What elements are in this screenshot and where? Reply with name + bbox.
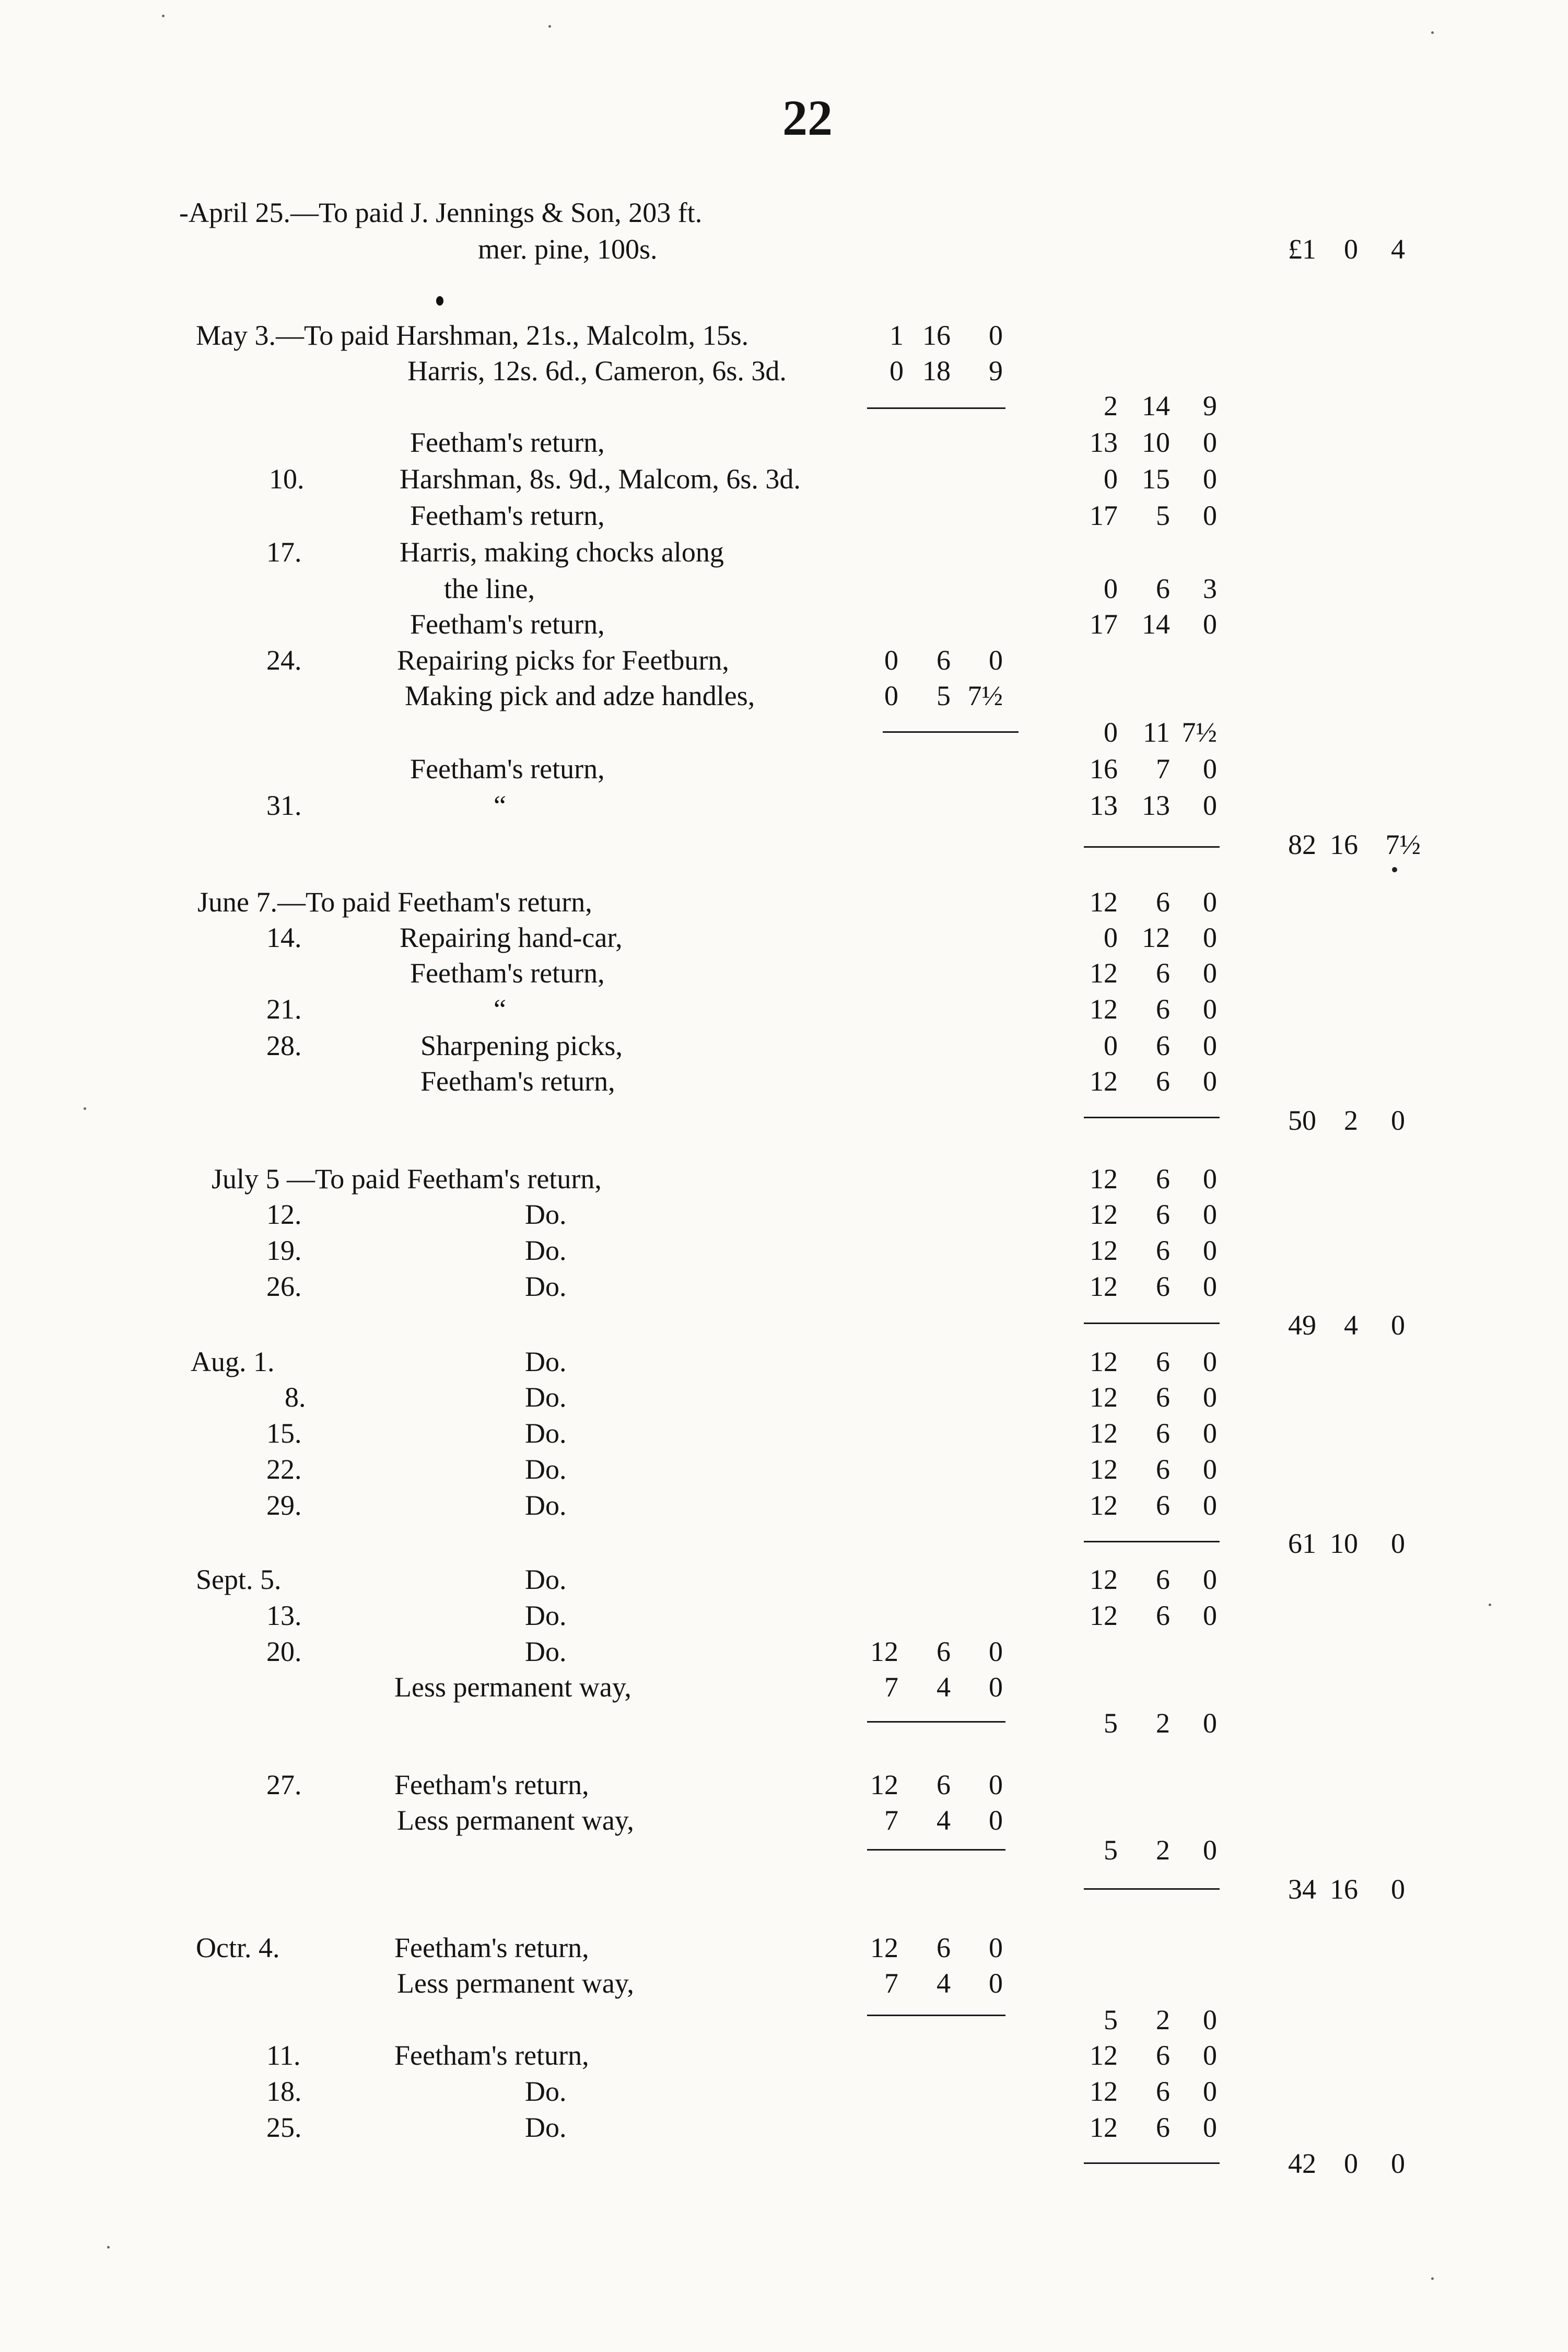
sub-pence: 0 [989,1932,1003,1963]
sub-pence: 0 [989,1671,1003,1703]
total-pence: 4 [1391,233,1405,265]
entry-date: 27. [266,1769,302,1800]
col-pence: 0 [1203,1163,1217,1195]
col-pence: 0 [1203,2076,1217,2107]
sub-pence: 0 [989,320,1003,351]
entry-desc: mer. pine, 100s. [478,233,658,265]
col-pence: 0 [1203,1600,1217,1631]
col-shillings: 5 [1156,500,1170,531]
total-shillings: 2 [1344,1105,1358,1136]
entry-desc: Feetham's return, [420,1066,615,1097]
sub-shillings: 16 [922,320,951,351]
total-shillings: 0 [1344,2148,1358,2179]
sub-pounds: 7 [884,1805,898,1836]
col-pounds: 12 [1090,993,1118,1025]
ditto-text: Do. [525,1235,567,1266]
page-number: 22 [782,90,833,146]
col-shillings: 6 [1156,886,1170,918]
sub-pence: 0 [989,645,1003,676]
sub-pence: 0 [989,1636,1003,1667]
total-shillings: 16 [1330,1874,1358,1905]
entry-desc: Sharpening picks, [420,1030,623,1061]
entry-date: 8. [285,1382,306,1413]
col-pence: 0 [1203,2040,1217,2071]
col-pounds: 12 [1090,1564,1118,1595]
entry-date-june7: June 7.—To paid Feetham's return, [197,886,592,918]
col-shillings: 6 [1156,2112,1170,2143]
sub-pence: 0 [989,1805,1003,1836]
ditto-text: Do. [525,1382,567,1413]
entry-date-sept5: Sept. 5. [196,1564,282,1595]
entry-date: 12. [266,1199,302,1230]
entry-desc: Less permanent way, [397,1968,634,1999]
col-pounds: 12 [1090,1163,1118,1195]
entry-date: 29. [266,1490,302,1521]
sub-pounds: 12 [870,1769,898,1800]
entry-desc: Feetham's return, [394,1769,589,1800]
col-pence: 0 [1203,753,1217,785]
sub-pence: 7½ [967,680,1003,711]
col-pounds: 12 [1090,1235,1118,1266]
entry-desc: Repairing hand-car, [400,922,623,953]
col-pounds: 5 [1104,2004,1118,2035]
sub-rule [867,1721,1005,1723]
col-pence: 0 [1203,1564,1217,1595]
col-shillings: 6 [1156,1271,1170,1302]
col-pence: 0 [1203,957,1217,989]
sub-shillings: 6 [937,1636,951,1667]
entry-date: 14. [266,922,302,953]
col-pounds: 12 [1090,957,1118,989]
entry-desc: Feetham's return, [410,500,605,531]
col-shillings: 14 [1142,609,1170,640]
total-rule [1084,846,1220,848]
sub-pounds: 7 [884,1968,898,1999]
col-pounds: 0 [1104,573,1118,604]
scan-speck [436,296,443,306]
entry-desc: Making pick and adze handles, [405,680,755,711]
ditto-text: Do. [525,1346,567,1377]
total-shillings: 0 [1344,233,1358,265]
entry-date: 19. [266,1235,302,1266]
col-pounds: 13 [1090,790,1118,821]
total-pence: 0 [1391,1528,1405,1559]
col-pence: 0 [1203,609,1217,640]
col-pence: 0 [1203,1834,1217,1866]
col-pence: 0 [1203,1382,1217,1413]
entry-date-aug1: Aug. 1. [191,1346,275,1377]
col-pence: 0 [1203,922,1217,953]
col-pounds: 12 [1090,2076,1118,2107]
col-shillings: 6 [1156,1418,1170,1449]
entry-date: 15. [266,1418,302,1449]
total-pounds: 42 [1288,2148,1316,2179]
col-shillings: 14 [1142,390,1170,422]
col-shillings: 2 [1156,1834,1170,1866]
entry-desc: Feetham's return, [410,753,605,785]
col-shillings: 6 [1156,1030,1170,1061]
col-pence: 7½ [1181,717,1217,748]
entry-desc: Harris, making chocks along [400,536,724,568]
col-pence: 0 [1203,1707,1217,1739]
sub-shillings: 4 [937,1968,951,1999]
col-pence: 0 [1203,790,1217,821]
col-pence: 0 [1203,1271,1217,1302]
total-pounds: 61 [1288,1528,1316,1559]
scan-speck [548,25,551,28]
sub-rule [883,731,1019,733]
col-pence: 0 [1203,463,1217,495]
sub-shillings: 6 [937,1769,951,1800]
ditto-text: Do. [525,1271,567,1302]
col-shillings: 7 [1156,753,1170,785]
sub-shillings: 6 [937,645,951,676]
scan-speck [1431,2277,1434,2280]
col-pounds: 0 [1104,463,1118,495]
col-shillings: 6 [1156,1382,1170,1413]
total-pence: 0 [1391,1309,1405,1341]
col-shillings: 11 [1143,717,1170,748]
col-pounds: 2 [1104,390,1118,422]
entry-date: 10. [269,463,305,495]
col-pence: 0 [1203,1490,1217,1521]
col-shillings: 6 [1156,1564,1170,1595]
entry-desc: Feetham's return, [394,2040,589,2071]
scan-speck [162,15,165,17]
col-pence: 0 [1203,1030,1217,1061]
sub-rule [867,2015,1005,2016]
col-pence: 0 [1203,1199,1217,1230]
col-pounds: 12 [1090,886,1118,918]
col-shillings: 6 [1156,1235,1170,1266]
sub-rule [867,407,1005,409]
total-pence: 0 [1391,2148,1405,2179]
col-shillings: 6 [1156,1163,1170,1195]
col-shillings: 10 [1142,427,1170,458]
scan-speck [107,2246,110,2249]
ditto-text: Do. [525,1636,567,1667]
entry-desc: Feetham's return, [394,1932,589,1963]
col-pounds: 13 [1090,427,1118,458]
total-shillings: 16 [1330,829,1358,860]
entry-date: 24. [266,645,302,676]
col-shillings: 6 [1156,1066,1170,1097]
ditto-text: Do. [525,1199,567,1230]
col-pence: 0 [1203,1235,1217,1266]
total-pence: 0 [1391,1874,1405,1905]
sub-pounds: 12 [870,1932,898,1963]
entry-desc: Less permanent way, [397,1805,634,1836]
entry-desc: Repairing picks for Feetburn, [397,645,729,676]
entry-desc: Feetham's return, [410,609,605,640]
entry-date-apr25: -April 25.—To paid J. Jennings & Son, 203 ft. [179,197,703,228]
col-shillings: 6 [1156,993,1170,1025]
col-pence: 3 [1203,573,1217,604]
entry-date: 28. [266,1030,302,1061]
sub-pounds: 12 [870,1636,898,1667]
ditto-text: Do. [525,1564,567,1595]
scan-speck [1392,867,1397,872]
ditto-mark: “ [494,790,506,821]
col-pounds: 0 [1104,1030,1118,1061]
col-shillings: 6 [1156,573,1170,604]
col-pence: 0 [1203,1418,1217,1449]
col-pounds: 16 [1090,753,1118,785]
col-shillings: 2 [1156,2004,1170,2035]
scan-speck [84,1107,86,1110]
col-pounds: 17 [1090,609,1118,640]
col-shillings: 6 [1156,2040,1170,2071]
total-rule [1084,1541,1220,1542]
total-pounds: 34 [1288,1874,1316,1905]
sub-pence: 0 [989,1769,1003,1800]
sub-pounds: 0 [884,645,898,676]
entry-desc: Feetham's return, [410,427,605,458]
col-shillings: 6 [1156,957,1170,989]
col-pence: 0 [1203,1454,1217,1485]
col-shillings: 2 [1156,1707,1170,1739]
col-shillings: 15 [1142,463,1170,495]
entry-date: 18. [266,2076,302,2107]
total-pence: 7½ [1385,829,1421,860]
col-pounds: 17 [1090,500,1118,531]
col-shillings: 6 [1156,1490,1170,1521]
entry-date: 13. [266,1600,302,1631]
col-shillings: 6 [1156,1199,1170,1230]
ditto-text: Do. [525,1490,567,1521]
sub-shillings: 5 [937,680,951,711]
total-pounds: 50 [1288,1105,1316,1136]
col-pounds: 12 [1090,2040,1118,2071]
entry-date-july5: July 5 —To paid Feetham's return, [212,1163,602,1195]
col-pence: 0 [1203,993,1217,1025]
ditto-text: Do. [525,1600,567,1631]
sub-shillings: 4 [937,1671,951,1703]
col-shillings: 6 [1156,1454,1170,1485]
col-pounds: 12 [1090,1454,1118,1485]
col-shillings: 13 [1142,790,1170,821]
ditto-text: Do. [525,1454,567,1485]
col-pence: 0 [1203,886,1217,918]
col-shillings: 12 [1142,922,1170,953]
col-pence: 0 [1203,1066,1217,1097]
sub-pounds: 0 [890,355,904,387]
sub-pence: 9 [989,355,1003,387]
col-shillings: 6 [1156,1600,1170,1631]
sub-shillings: 18 [922,355,951,387]
sub-shillings: 6 [937,1932,951,1963]
col-pence: 0 [1203,500,1217,531]
col-pence: 0 [1203,2004,1217,2035]
col-pounds: 5 [1104,1707,1118,1739]
col-pence: 0 [1203,1346,1217,1377]
entry-desc: the line, [444,573,535,604]
sub-pounds: 7 [884,1671,898,1703]
col-shillings: 6 [1156,1346,1170,1377]
ditto-text: Do. [525,2076,567,2107]
entry-desc: Feetham's return, [410,957,605,989]
entry-desc: Harris, 12s. 6d., Cameron, 6s. 3d. [407,355,787,387]
sub-pence: 0 [989,1968,1003,1999]
col-pounds: 12 [1090,1418,1118,1449]
total-rule [1084,1888,1220,1890]
ditto-mark: “ [494,993,506,1025]
col-pounds: 12 [1090,1066,1118,1097]
col-pounds: 12 [1090,1600,1118,1631]
entry-date: 22. [266,1454,302,1485]
entry-date: 20. [266,1636,302,1667]
total-rule [1084,1323,1220,1324]
sub-shillings: 4 [937,1805,951,1836]
entry-date: 26. [266,1271,302,1302]
entry-date: 11. [266,2040,301,2071]
entry-date: 25. [266,2112,302,2143]
col-pence: 0 [1203,427,1217,458]
sub-rule [867,1849,1005,1851]
entry-desc: Less permanent way, [394,1671,631,1703]
total-shillings: 10 [1330,1528,1358,1559]
col-pounds: 12 [1090,1199,1118,1230]
total-rule [1084,1117,1220,1118]
total-pounds: £1 [1288,233,1316,265]
ditto-text: Do. [525,1418,567,1449]
total-pounds: 82 [1288,829,1316,860]
col-pounds: 12 [1090,2112,1118,2143]
col-shillings: 6 [1156,2076,1170,2107]
total-pounds: 49 [1288,1309,1316,1341]
entry-date: 17. [266,536,302,568]
entry-date: 21. [266,993,302,1025]
col-pounds: 5 [1104,1834,1118,1866]
col-pounds: 0 [1104,717,1118,748]
col-pence: 9 [1203,390,1217,422]
entry-date-oct4: Octr. 4. [196,1932,280,1963]
sub-pounds: 1 [890,320,904,351]
scan-speck [1431,31,1434,34]
total-pence: 0 [1391,1105,1405,1136]
col-pounds: 0 [1104,922,1118,953]
scan-speck [1489,1604,1491,1606]
col-pounds: 12 [1090,1346,1118,1377]
sub-pounds: 0 [884,680,898,711]
total-shillings: 4 [1344,1309,1358,1341]
ditto-text: Do. [525,2112,567,2143]
col-pounds: 12 [1090,1271,1118,1302]
col-pounds: 12 [1090,1490,1118,1521]
total-rule [1084,2162,1220,2164]
col-pounds: 12 [1090,1382,1118,1413]
entry-date-may3: May 3.—To paid Harshman, 21s., Malcolm, 15s. [196,320,749,351]
entry-desc: Harshman, 8s. 9d., Malcom, 6s. 3d. [400,463,801,495]
col-pence: 0 [1203,2112,1217,2143]
entry-date: 31. [266,790,302,821]
